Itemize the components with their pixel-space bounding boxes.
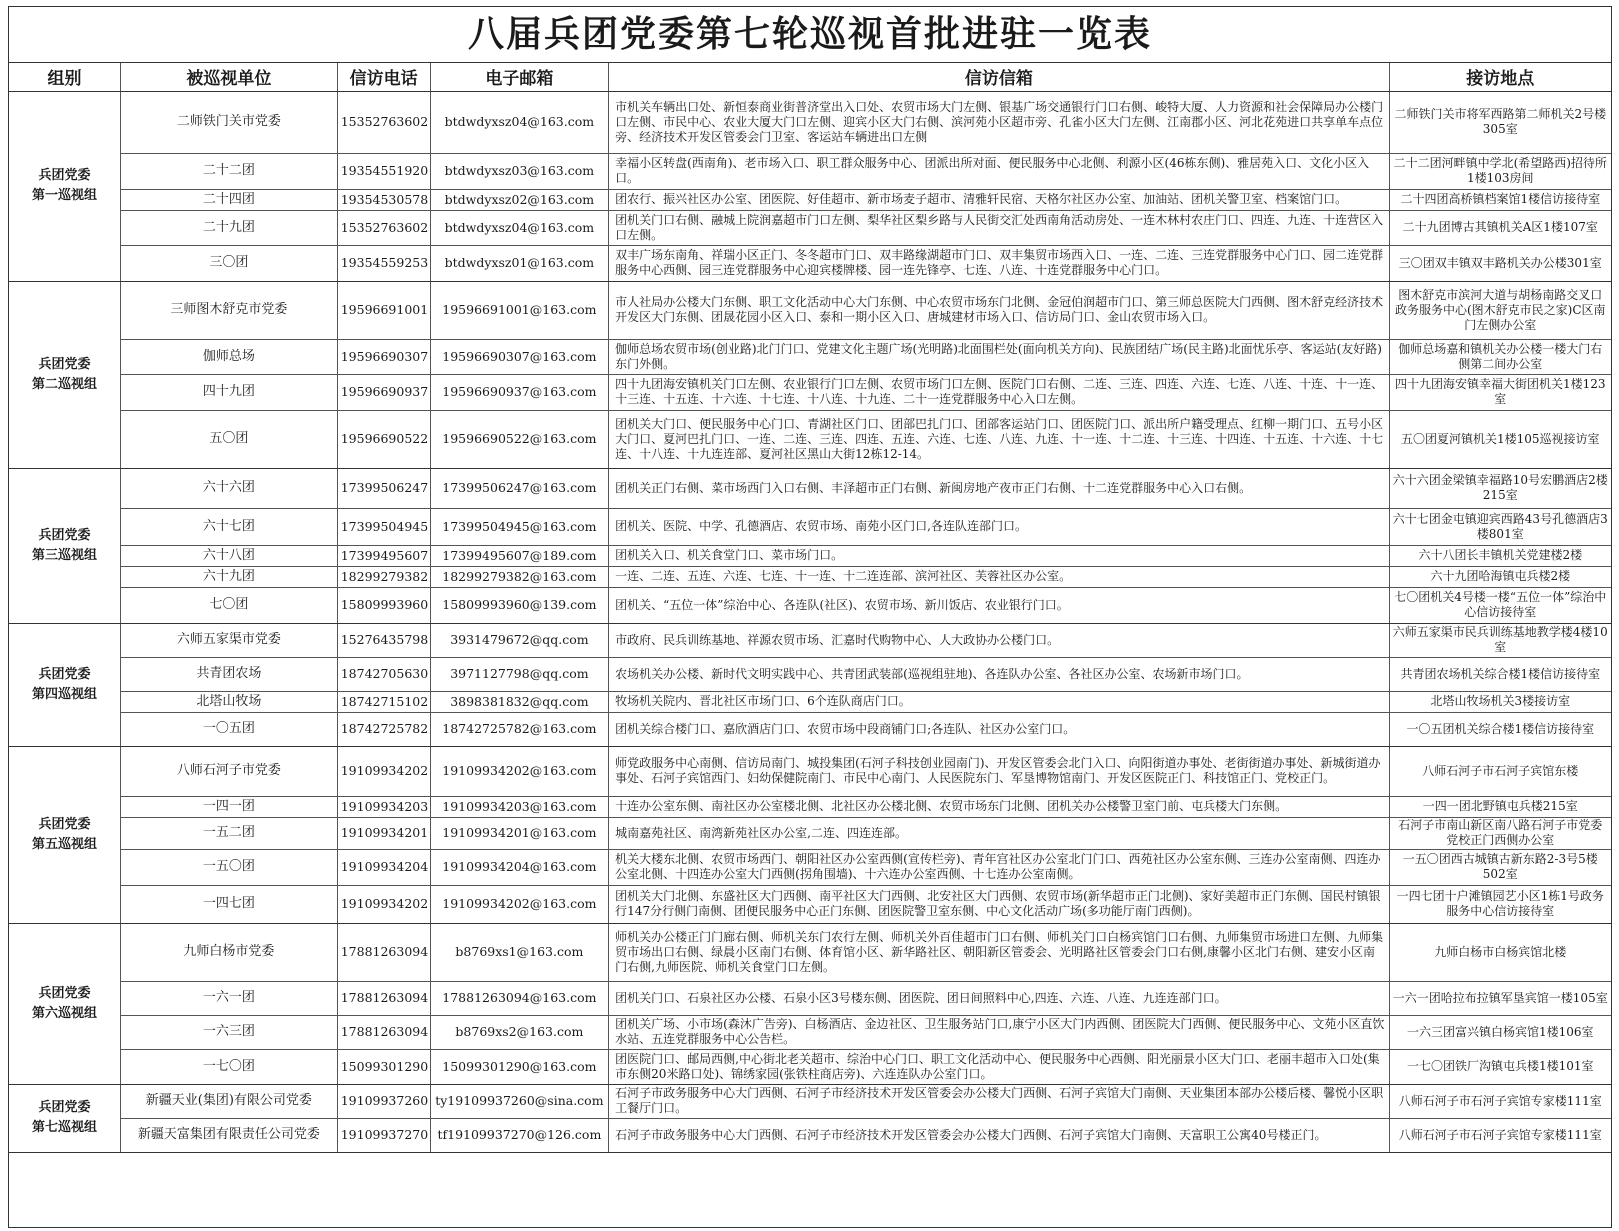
mailbox-cell: 双丰广场东南角、祥瑞小区正门、冬冬超市门口、双丰路缘湖超市门口、双丰集贸市场西入口、一连、二连、三连党群服务中心门口、园二连党群服务中心西侧、园三连党群服务中心迎宾楼牌楼、园一连先锋亭、七连、八连、十连党群服务中心门口。: [609, 245, 1389, 281]
place-cell: 石河子市南山新区南八路石河子市党委党校正门西侧办公室: [1389, 817, 1611, 849]
unit-cell: 一〇五团: [120, 712, 337, 746]
phone-cell: 15276435798: [337, 623, 430, 657]
phone-cell: 17399504945: [337, 508, 430, 545]
table-row: [9, 1049, 1611, 1084]
place-cell: 一四一团北野镇屯兵楼215室: [1389, 796, 1611, 817]
place-cell: 三〇团双丰镇双丰路机关办公楼301室: [1389, 245, 1611, 281]
unit-cell: 北塔山牧场: [120, 691, 337, 712]
header-phone: 信访电话: [337, 63, 430, 91]
phone-cell: 19596690522: [337, 410, 430, 468]
inspection-table: [9, 63, 1611, 1153]
email-cell[interactable]: 19109934204@163.com: [430, 849, 609, 885]
unit-cell: 五〇团: [120, 410, 337, 468]
phone-cell: 15809993960: [337, 587, 430, 623]
phone-cell: 17881263094: [337, 923, 430, 981]
phone-cell: 19109937260: [337, 1084, 430, 1118]
table-row: [9, 91, 1611, 153]
email-cell[interactable]: 19596690937@163.com: [430, 374, 609, 410]
table-row: [9, 374, 1611, 410]
email-cell[interactable]: 15099301290@163.com: [430, 1049, 609, 1084]
email-cell[interactable]: 3898381832@qq.com: [430, 691, 609, 712]
header-mailbox: 信访信箱: [609, 63, 1389, 91]
mailbox-cell: 团医院门口、邮局西侧,中心街北老关超市、综治中心门口、职工文化活动中心、便民服务中心西侧、阳光丽景小区大门口、老丽丰超市入口处(集市东侧20米路口处)、锦绣家园(张铁柱商店旁)、六连连队办公室门口。: [609, 1049, 1389, 1084]
mailbox-cell: 石河子市政务服务中心大门西侧、石河子市经济技术开发区管委会办公楼大门西侧、石河子宾馆大门南侧、天富职工公寓40号楼正门。: [609, 1118, 1389, 1152]
table-row: [9, 339, 1611, 374]
table-row: [9, 796, 1611, 817]
mailbox-cell: 团机关综合楼门口、嘉欣酒店门口、农贸市场中段商铺门口;各连队、社区办公室门口。: [609, 712, 1389, 746]
group-name-line1: 兵团党委: [38, 666, 91, 682]
table-row: [9, 545, 1611, 566]
unit-cell: 一四七团: [120, 885, 337, 923]
table-row: [9, 468, 1611, 508]
phone-cell: 19354559253: [337, 245, 430, 281]
phone-cell: 19354551920: [337, 153, 430, 189]
phone-cell: 17399495607: [337, 545, 430, 566]
mailbox-cell: 团机关大门口、便民服务中心门口、青湖社区门口、团部巴扎门口、团部客运站门口、团医院门口、派出所户籍受理点、红柳一期门口、五号小区大门口、夏河巴扎门口、一连、二连、三连、四连、五连、六连、七连、八连、九连、十一连、十二连、十三连、十四连、十五连、十六连、十七连、十八连、十九连连部、夏河社区黑山大街12栋12-14。: [609, 410, 1389, 468]
mailbox-cell: 团机关正门右侧、菜市场西门入口右侧、丰泽超市正门右侧、新闽房地产夜市正门右侧、十二连党群服务中心入口右侧。: [609, 468, 1389, 508]
table-row: [9, 189, 1611, 210]
unit-cell: 三〇团: [120, 245, 337, 281]
email-cell[interactable]: 19109934201@163.com: [430, 817, 609, 849]
email-cell[interactable]: btdwdyxsz01@163.com: [430, 245, 609, 281]
table-row: [9, 410, 1611, 468]
place-cell: 二十四团高桥镇档案馆1楼信访接待室: [1389, 189, 1611, 210]
table-row: [9, 281, 1611, 339]
email-cell[interactable]: ty19109937260@sina.com: [430, 1084, 609, 1118]
table-row: [9, 210, 1611, 245]
group-name-line1: 兵团党委: [38, 356, 91, 372]
unit-cell: 六十九团: [120, 566, 337, 587]
unit-cell: 八师石河子市党委: [120, 746, 337, 796]
mailbox-cell: 团机关大门北侧、东盛社区大门西侧、南平社区大门西侧、北安社区大门西侧、农贸市场(新华超市正门北侧)、家好美超市正门东侧、国民村镇银行147分行侧门南侧、团便民服务中心正门东侧、团医院警卫室东侧、中心文化活动广场(多功能厅南门西侧)。: [609, 885, 1389, 923]
mailbox-cell: 团机关广场、小市场(森沐广告旁)、白杨酒店、金边社区、卫生服务站门口,康宁小区大门内西侧、团医院大门西侧、便民服务中心、文苑小区直饮水站、五连党群服务中心公告栏。: [609, 1015, 1389, 1049]
group-name-line2: 第三巡视组: [31, 547, 97, 563]
mailbox-cell: 团机关、医院、中学、孔德酒店、农贸市场、南苑小区门口,各连队连部门口。: [609, 508, 1389, 545]
group-name-line2: 第五巡视组: [31, 836, 97, 852]
place-cell: 六十六团金梁镇幸福路10号宏鹏酒店2楼215室: [1389, 468, 1611, 508]
phone-cell: 17881263094: [337, 981, 430, 1015]
mailbox-cell: 伽师总场农贸市场(创业路)北门门口、党建文化主题广场(光明路)北面围栏处(面向机关方向)、民族团结广场(民主路)北面忧乐亭、客运站(友好路)东门外侧。: [609, 339, 1389, 374]
phone-cell: 19109934203: [337, 796, 430, 817]
email-cell[interactable]: 19596690522@163.com: [430, 410, 609, 468]
phone-cell: 18742705630: [337, 657, 430, 691]
email-cell[interactable]: 17881263094@163.com: [430, 981, 609, 1015]
email-cell[interactable]: 15809993960@139.com: [430, 587, 609, 623]
unit-cell: 一四一团: [120, 796, 337, 817]
unit-cell: 六十七团: [120, 508, 337, 545]
group-name-line2: 第七巡视组: [31, 1120, 97, 1135]
place-cell: 北塔山牧场机关3楼接访室: [1389, 691, 1611, 712]
mailbox-cell: 团机关、“五位一体”综治中心、各连队(社区)、农贸市场、新川饭店、农业银行门口。: [609, 587, 1389, 623]
email-cell[interactable]: 17399504945@163.com: [430, 508, 609, 545]
place-cell: 二师铁门关市将军西路第二师机关2号楼305室: [1389, 91, 1611, 153]
mailbox-cell: 市人社局办公楼大门东侧、职工文化活动中心大门东侧、中心农贸市场东门北侧、金冠伯润超市门口、第三师总医院大门西侧、图木舒克经济技术开发区大门东侧、团晟花园小区入口、泰和一期小区入口、唐城建材市场入口、信访局门口、金山农贸市场入口。: [609, 281, 1389, 339]
unit-cell: 伽师总场: [120, 339, 337, 374]
place-cell: 二十二团河畔镇中学北(希望路西)招待所1楼103房间: [1389, 153, 1611, 189]
header-email: 电子邮箱: [430, 63, 609, 91]
table-row: [9, 1015, 1611, 1049]
email-cell[interactable]: 19109934202@163.com: [430, 746, 609, 796]
table-row: [9, 566, 1611, 587]
phone-cell: 18742725782: [337, 712, 430, 746]
mailbox-cell: 团农行、振兴社区办公室、团医院、好佳超市、新市场麦子超市、清雅轩民宿、天格尔社区办公室、加油站、团机关警卫室、档案馆门口。: [609, 189, 1389, 210]
place-cell: 八师石河子市石河子宾馆东楼: [1389, 746, 1611, 796]
group-name-cell: [9, 746, 120, 923]
email-cell[interactable]: b8769xs2@163.com: [430, 1015, 609, 1049]
group-name-line2: 第六巡视组: [31, 1005, 97, 1021]
group-name-line1: 兵团党委: [38, 527, 91, 543]
place-cell: 七〇团机关4号楼一楼“五位一体”综治中心信访接待室: [1389, 587, 1611, 623]
mailbox-cell: 十连办公室东侧、南社区办公室楼北侧、北社区办公楼北侧、农贸市场东门北侧、团机关办公楼警卫室门前、屯兵楼大门东侧。: [609, 796, 1389, 817]
unit-cell: 四十九团: [120, 374, 337, 410]
phone-cell: 18742715102: [337, 691, 430, 712]
mailbox-cell: 机关大楼东北侧、农贸市场西门、朝阳社区办公室西侧(宣传栏旁)、青年宫社区办公室北门门口、西苑社区办公室东侧、三连办公室南侧、四连办公室北侧、十四连办公室大门西侧(拐角围墙)、十六连办公室西侧、十七连办公室南侧。: [609, 849, 1389, 885]
phone-cell: 17881263094: [337, 1015, 430, 1049]
mailbox-cell: 团机关门口、石泉社区办公楼、石泉小区3号楼东侧、团医院、团日间照料中心,四连、六连、八连、九连连部门口。: [609, 981, 1389, 1015]
place-cell: 一四七团十户滩镇园艺小区1栋1号政务服务中心信访接待室: [1389, 885, 1611, 923]
email-cell[interactable]: 19109934202@163.com: [430, 885, 609, 923]
unit-cell: 一六一团: [120, 981, 337, 1015]
table-row: [9, 245, 1611, 281]
table-row: [9, 587, 1611, 623]
place-cell: 九师白杨市白杨宾馆北楼: [1389, 923, 1611, 981]
phone-cell: 17399506247: [337, 468, 430, 508]
group-name-cell: [9, 281, 120, 468]
email-cell[interactable]: btdwdyxsz03@163.com: [430, 153, 609, 189]
unit-cell: 一五二团: [120, 817, 337, 849]
mailbox-cell: 师机关办公楼正门门廊右侧、师机关东门农行左侧、师机关外百佳超市门口右侧、师机关门口白杨宾馆门口右侧、九师集贸市场进口左侧、九师集贸市场出口右侧、绿晨小区南门右侧、体育馆小区、新华路社区、朝阳新区管委会、光明路社区管委会门口右侧,康馨小区北门右侧、建安小区南门右侧,九师医院、师机关食堂门口左侧。: [609, 923, 1389, 981]
page-title: 八届兵团党委第七轮巡视首批进驻一览表: [9, 7, 1611, 63]
place-cell: 二十九团博古其镇机关A区1楼107室: [1389, 210, 1611, 245]
phone-cell: 15099301290: [337, 1049, 430, 1084]
group-name-line1: 兵团党委: [38, 985, 91, 1001]
group-name-line1: 兵团党委: [38, 816, 91, 832]
unit-cell: 六十六团: [120, 468, 337, 508]
mailbox-cell: 四十九团海安镇机关门口左侧、农业银行门口左侧、农贸市场门口左侧、医院门口右侧、二连、三连、四连、六连、七连、八连、十连、十一连、十三连、十五连、十六连、十七连、十八连、十九连、二十一连党群服务中心入口左侧。: [609, 374, 1389, 410]
mailbox-cell: 团机关门口右侧、融城上院润嘉超市门口左侧、梨华社区梨乡路与人民街交汇处西南角活动房处、一连木林村农庄门口、四连、九连、十连营区入口左侧。: [609, 210, 1389, 245]
group-name-cell: [9, 923, 120, 1084]
unit-cell: 二十四团: [120, 189, 337, 210]
unit-cell: 三师图木舒克市党委: [120, 281, 337, 339]
mailbox-cell: 一连、二连、五连、六连、七连、十一连、十二连连部、滨河社区、芙蓉社区办公室。: [609, 566, 1389, 587]
email-cell[interactable]: 3971127798@qq.com: [430, 657, 609, 691]
phone-cell: 19109934202: [337, 746, 430, 796]
phone-cell: 15352763602: [337, 91, 430, 153]
table-row: [9, 817, 1611, 849]
mailbox-cell: 农场机关办公楼、新时代文明实践中心、共青团武装部(巡视组驻地)、各连队办公室、各社区办公室、农场新市场门口。: [609, 657, 1389, 691]
table-row: [9, 981, 1611, 1015]
table-row: [9, 153, 1611, 189]
unit-cell: 二师铁门关市党委: [120, 91, 337, 153]
email-cell[interactable]: 19109934203@163.com: [430, 796, 609, 817]
place-cell: 共青团农场机关综合楼1楼信访接待室: [1389, 657, 1611, 691]
mailbox-cell: 幸福小区转盘(西南角)、老市场入口、职工群众服务中心、团派出所对面、便民服务中心北侧、利源小区(46栋东侧)、雅居苑入口、文化小区入口。: [609, 153, 1389, 189]
table-row: [9, 746, 1611, 796]
mailbox-cell: 石河子市政务服务中心大门西侧、石河子市经济技术开发区管委会办公楼大门西侧、石河子宾馆大门南侧、天业集团本部办公楼后楼、馨悦小区职工餐厅门口。: [609, 1084, 1389, 1118]
group-name-line2: 第四巡视组: [31, 686, 97, 702]
table-row: [9, 691, 1611, 712]
unit-cell: 二十九团: [120, 210, 337, 245]
table-body: [9, 91, 1611, 1152]
place-cell: 八师石河子市石河子宾馆专家楼111室: [1389, 1118, 1611, 1152]
mailbox-cell: 城南嘉苑社区、南湾新苑社区办公室,二连、四连连部。: [609, 817, 1389, 849]
place-cell: 六师五家渠市民兵训练基地教学楼4楼10室: [1389, 623, 1611, 657]
phone-cell: 19596690307: [337, 339, 430, 374]
email-cell[interactable]: 3931479672@qq.com: [430, 623, 609, 657]
table-header-row: [9, 63, 1611, 91]
place-cell: 伽师总场嘉和镇机关办公楼一楼大门右侧第二间办公室: [1389, 339, 1611, 374]
place-cell: 六十七团金屯镇迎宾西路43号孔德酒店3楼801室: [1389, 508, 1611, 545]
email-cell[interactable]: 19596691001@163.com: [430, 281, 609, 339]
mailbox-cell: 团机关入口、机关食堂门口、菜市场门口。: [609, 545, 1389, 566]
unit-cell: 九师白杨市党委: [120, 923, 337, 981]
unit-cell: 六师五家渠市党委: [120, 623, 337, 657]
unit-cell: 一七〇团: [120, 1049, 337, 1084]
group-name-cell: [9, 623, 120, 746]
phone-cell: 19354530578: [337, 189, 430, 210]
table-row: [9, 623, 1611, 657]
place-cell: 六十八团长丰镇机关党建楼2楼: [1389, 545, 1611, 566]
place-cell: 一六一团哈拉布拉镇军垦宾馆一楼105室: [1389, 981, 1611, 1015]
mailbox-cell: 市机关车辆出口处、新恒泰商业街普济堂出入口处、农贸市场大门左侧、银基广场交通银行门口右侧、峻特大厦、人力资源和社会保障局办公楼门口左侧、市民中心、农业大厦大门口左侧、迎宾小区大门右侧、滨河苑小区超市旁、孔雀小区大门左侧、江南郡小区、河北花苑进口共享单车点位旁、经济技术开发区管委会门卫室、客运站车辆进出口左侧: [609, 91, 1389, 153]
email-cell[interactable]: tf19109937270@126.com: [430, 1118, 609, 1152]
place-cell: 一〇五团机关综合楼1楼信访接待室: [1389, 712, 1611, 746]
place-cell: 五〇团夏河镇机关1楼105巡视接访室: [1389, 410, 1611, 468]
mailbox-cell: 牧场机关院内、晋北社区市场门口、6个连队商店门口。: [609, 691, 1389, 712]
unit-cell: 二十二团: [120, 153, 337, 189]
group-name-cell: [9, 91, 120, 281]
group-name-cell: [9, 468, 120, 623]
group-name-line2: 第一巡视组: [31, 188, 97, 203]
table-row: [9, 1118, 1611, 1152]
email-cell[interactable]: 18742725782@163.com: [430, 712, 609, 746]
group-name-line1: 兵团党委: [38, 168, 91, 183]
email-cell[interactable]: btdwdyxsz04@163.com: [430, 210, 609, 245]
unit-cell: 一五〇团: [120, 849, 337, 885]
email-cell[interactable]: btdwdyxsz02@163.com: [430, 189, 609, 210]
email-cell[interactable]: 17399495607@189.com: [430, 545, 609, 566]
table-row: [9, 508, 1611, 545]
header-place: 接访地点: [1389, 63, 1611, 91]
phone-cell: 19109934204: [337, 849, 430, 885]
phone-cell: 19109934201: [337, 817, 430, 849]
unit-cell: 共青团农场: [120, 657, 337, 691]
table-row: [9, 885, 1611, 923]
group-name-cell: [9, 1084, 120, 1152]
group-name-line1: 兵团党委: [38, 1100, 91, 1115]
email-cell[interactable]: btdwdyxsz04@163.com: [430, 91, 609, 153]
table-row: [9, 849, 1611, 885]
inspection-table-sheet: [8, 6, 1612, 1228]
table-row: [9, 712, 1611, 746]
place-cell: 一七〇团铁厂沟镇屯兵楼1楼101室: [1389, 1049, 1611, 1084]
header-unit: 被巡视单位: [120, 63, 337, 91]
unit-cell: 一六三团: [120, 1015, 337, 1049]
place-cell: 图木舒克市滨河大道与胡杨南路交叉口政务服务中心(图木舒克市民之家)C区南门左侧办公室: [1389, 281, 1611, 339]
email-cell[interactable]: b8769xs1@163.com: [430, 923, 609, 981]
unit-cell: 新疆天业(集团)有限公司党委: [120, 1084, 337, 1118]
phone-cell: 19596690937: [337, 374, 430, 410]
table-row: [9, 923, 1611, 981]
email-cell[interactable]: 19596690307@163.com: [430, 339, 609, 374]
place-cell: 一六三团富兴镇白杨宾馆1楼106室: [1389, 1015, 1611, 1049]
place-cell: 四十九团海安镇幸福大街团机关1楼123室: [1389, 374, 1611, 410]
place-cell: 八师石河子市石河子宾馆专家楼111室: [1389, 1084, 1611, 1118]
group-name-line2: 第二巡视组: [31, 376, 97, 392]
place-cell: 六十九团哈海镇屯兵楼2楼: [1389, 566, 1611, 587]
phone-cell: 19109937270: [337, 1118, 430, 1152]
phone-cell: 18299279382: [337, 566, 430, 587]
phone-cell: 15352763602: [337, 210, 430, 245]
table-row: [9, 1084, 1611, 1118]
place-cell: 一五〇团西古城镇古新东路2-3号5楼502室: [1389, 849, 1611, 885]
table-row: [9, 657, 1611, 691]
phone-cell: 19596691001: [337, 281, 430, 339]
header-group: 组别: [9, 63, 120, 91]
mailbox-cell: 师党政服务中心南侧、信访局南门、城投集团(石河子科技创业园南门)、开发区管委会北门入口、向阳街道办事处、老街街道办事处、新城街道办事处、石河子宾馆西门、妇幼保健院南门、市民中心南门、人民医院东门、军垦博物馆南门、开发区医院正门、科技馆正门、党校正门。: [609, 746, 1389, 796]
mailbox-cell: 市政府、民兵训练基地、祥源农贸市场、汇嘉时代购物中心、人大政协办公楼门口。: [609, 623, 1389, 657]
unit-cell: 新疆天富集团有限责任公司党委: [120, 1118, 337, 1152]
unit-cell: 六十八团: [120, 545, 337, 566]
email-cell[interactable]: 17399506247@163.com: [430, 468, 609, 508]
unit-cell: 七〇团: [120, 587, 337, 623]
email-cell[interactable]: 18299279382@163.com: [430, 566, 609, 587]
phone-cell: 19109934202: [337, 885, 430, 923]
